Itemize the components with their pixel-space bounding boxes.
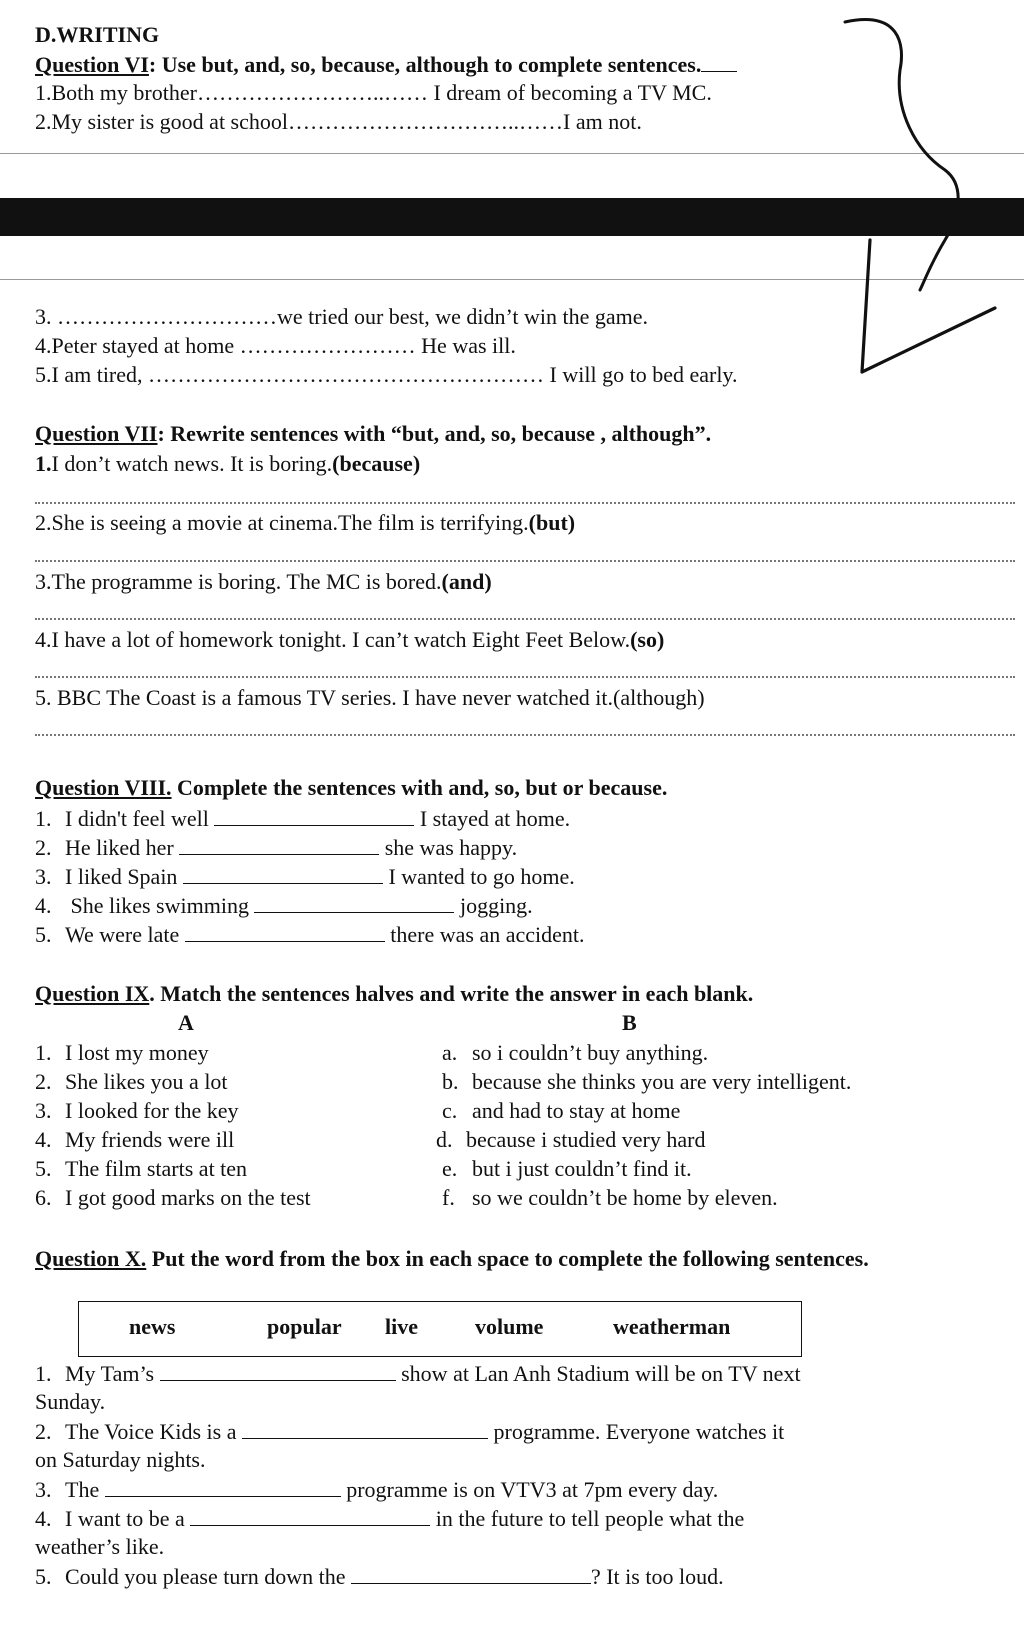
q8-item-2-post: she was happy. <box>384 835 518 860</box>
q10-item-4 <box>35 1505 744 1532</box>
q8-item-5 <box>35 921 585 948</box>
q10-label: Question X. <box>35 1246 147 1271</box>
q8-item-1-num: 1. <box>35 806 52 831</box>
q6-item-2-dots[interactable]: …………………………..…… <box>288 109 563 134</box>
q6-instruction: : Use but, and, so, because, although to complete sentences. <box>148 52 702 77</box>
q8-item-1 <box>35 805 570 832</box>
q6-item-1-post: I dream of becoming a TV MC. <box>427 80 712 105</box>
q10-item-5-pre: Could you please turn down the <box>65 1564 346 1589</box>
q6-item-2-post: I am not. <box>563 109 642 134</box>
q10-item-5-num: 5. <box>35 1564 52 1589</box>
q7-item-2-hint: (but) <box>528 510 576 535</box>
word-box-volume: volume <box>475 1314 544 1339</box>
q7-item-1-text: I don’t watch news. It is boring. <box>51 451 333 476</box>
q10-item-2-blank[interactable] <box>242 1418 488 1439</box>
q9-b-a-text: so i couldn’t buy anything. <box>472 1040 709 1065</box>
q9-b-b-text: because she thinks you are very intelligent. <box>472 1069 852 1094</box>
q7-answer-line-1[interactable] <box>35 502 1015 504</box>
q10-item-4-num: 4. <box>35 1506 52 1531</box>
q8-label: Question VIII. <box>35 775 172 800</box>
q9-b-b <box>442 1069 851 1095</box>
word-box-popular: popular <box>267 1314 342 1339</box>
q10-item-5-post: ? It is too loud. <box>590 1564 724 1589</box>
q8-item-2-blank[interactable] <box>179 834 379 855</box>
q9-a-1-text: I lost my money <box>65 1040 209 1065</box>
q6-item-4-pre: 4.Peter stayed at home <box>35 333 240 358</box>
q9-a-5-num: 5. <box>35 1156 52 1181</box>
q10-item-1-post: show at Lan Anh Stadium will be on TV next <box>401 1361 801 1386</box>
q8-item-2-pre: He liked her <box>65 835 174 860</box>
q10-item-1-num: 1. <box>35 1361 52 1386</box>
q10-item-1 <box>35 1360 801 1387</box>
q10-item-5 <box>35 1563 724 1590</box>
q9-b-f-num: f. <box>442 1185 455 1210</box>
section-title: D.WRITING <box>35 22 160 47</box>
q7-item-4-hint: (so) <box>630 627 665 652</box>
q7-item-3-num: 3. <box>35 569 52 594</box>
q8-item-4-post: jogging. <box>459 893 533 918</box>
q8-item-5-pre: We were late <box>65 922 180 947</box>
q8-heading <box>35 775 667 801</box>
q7-item-3-hint: (and) <box>441 569 492 594</box>
q10-item-4-post: in the future to tell people what the <box>435 1506 745 1531</box>
q7-item-5-text: BBC The Coast is a famous TV series. I have never watched it.(although) <box>57 685 705 710</box>
q9-a-5-text: The film starts at ten <box>65 1156 248 1181</box>
q6-item-1-dots[interactable]: ……………………..…… <box>196 80 428 105</box>
q6-item-4-dots[interactable]: …………………… <box>239 333 416 358</box>
q7-item-1-hint: (because) <box>332 451 421 476</box>
q9-b-a <box>442 1040 708 1066</box>
q6-item-5-post: I will go to bed early. <box>544 362 738 387</box>
q8-item-3-post: I wanted to go home. <box>388 864 575 889</box>
q8-item-4 <box>35 892 533 919</box>
q10-item-3-num: 3. <box>35 1477 52 1502</box>
q10-item-3-pre: The <box>65 1477 100 1502</box>
q8-item-1-blank[interactable] <box>214 805 414 826</box>
q9-b-f-text: so we couldn’t be home by eleven. <box>472 1185 778 1210</box>
q9-col-b-header: B <box>622 1010 637 1035</box>
q10-instruction: Put the word from the box in each space to complete the following sentences. <box>146 1246 869 1271</box>
q9-a-3 <box>35 1098 239 1124</box>
q8-item-1-post: I stayed at home. <box>419 806 571 831</box>
q9-a-4-num: 4. <box>35 1127 52 1152</box>
q9-a-6-text: I got good marks on the test <box>65 1185 311 1210</box>
q8-item-5-blank[interactable] <box>185 921 385 942</box>
q6-label: Question VI <box>35 52 149 77</box>
q7-answer-line-3[interactable] <box>35 618 1015 620</box>
q7-instruction: : Rewrite sentences with “but, and, so, because , although”. <box>157 421 712 446</box>
q10-item-2-post: programme. Everyone watches it <box>493 1419 785 1444</box>
q9-b-e-text: but i just couldn’t find it. <box>472 1156 692 1181</box>
q10-item-4-pre: I want to be a <box>65 1506 185 1531</box>
q9-b-c <box>442 1098 680 1124</box>
q9-b-a-num: a. <box>442 1040 458 1065</box>
q9-col-a-header: A <box>178 1010 194 1035</box>
q10-item-2-pre: The Voice Kids is a <box>65 1419 237 1444</box>
word-box-live: live <box>385 1314 418 1339</box>
q9-a-3-text: I looked for the key <box>65 1098 239 1123</box>
q7-item-2 <box>35 510 575 536</box>
q7-item-4-text: I have a lot of homework tonight. I can’t watch Eight Feet Below. <box>51 627 631 652</box>
q7-item-3 <box>35 569 492 595</box>
q7-item-5-num: 5. <box>35 685 57 710</box>
q9-a-4-text: My friends were ill <box>65 1127 235 1152</box>
q7-answer-line-2[interactable] <box>35 560 1015 562</box>
q10-item-3 <box>35 1476 718 1503</box>
q10-item-1-cont: Sunday. <box>35 1389 106 1414</box>
q6-item-3-pre: 3. <box>35 304 57 329</box>
q7-item-3-text: The programme is boring. The MC is bored. <box>51 569 442 594</box>
q10-item-4-cont: weather’s like. <box>35 1534 165 1559</box>
q7-item-4 <box>35 627 664 653</box>
q8-item-4-num: 4. <box>35 893 52 918</box>
q10-item-2 <box>35 1418 784 1445</box>
q9-heading <box>35 981 753 1007</box>
q9-b-b-num: b. <box>442 1069 459 1094</box>
q9-b-e <box>442 1156 692 1182</box>
q10-item-5-blank[interactable] <box>351 1563 591 1584</box>
q7-item-2-num: 2. <box>35 510 52 535</box>
q7-item-5 <box>35 685 705 711</box>
q8-item-3 <box>35 863 575 890</box>
q10-item-1-blank[interactable] <box>160 1360 396 1381</box>
q10-heading <box>35 1246 869 1272</box>
q8-item-3-blank[interactable] <box>183 863 383 884</box>
q6-item-3-post: we tried our best, we didn’t win the game. <box>277 304 649 329</box>
q9-a-2-num: 2. <box>35 1069 52 1094</box>
q8-item-4-blank[interactable] <box>254 892 454 913</box>
q9-b-f <box>442 1185 778 1211</box>
q8-item-1-pre: I didn't feel well <box>65 806 209 831</box>
q9-b-d <box>436 1127 705 1153</box>
word-box-weatherman: weatherman <box>613 1314 731 1339</box>
q7-item-4-num: 4. <box>35 627 52 652</box>
q7-heading <box>35 421 711 447</box>
q7-label: Question VII <box>35 421 158 446</box>
q6-item-4-post: He was ill. <box>415 333 516 358</box>
q9-a-2 <box>35 1069 228 1095</box>
q9-a-3-num: 3. <box>35 1098 52 1123</box>
q10-item-2-num: 2. <box>35 1419 52 1444</box>
q9-b-d-num: d. <box>436 1127 453 1152</box>
q10-item-3-blank[interactable] <box>105 1476 341 1497</box>
q8-item-3-pre: I liked Spain <box>65 864 178 889</box>
q9-a-5 <box>35 1156 247 1182</box>
q10-item-1-pre: My Tam’s <box>65 1361 155 1386</box>
q9-a-1 <box>35 1040 209 1066</box>
q9-a-4 <box>35 1127 234 1153</box>
q7-item-1-num: 1. <box>35 451 52 476</box>
q6-item-2-pre: 2.My sister is good at school <box>35 109 288 134</box>
q8-item-5-post: there was an accident. <box>390 922 585 947</box>
q8-item-3-num: 3. <box>35 864 52 889</box>
q8-instruction: Complete the sentences with and, so, but or because. <box>171 775 668 800</box>
q9-a-6 <box>35 1185 311 1211</box>
q6-item-5-dots[interactable]: ……………………………………………… <box>148 362 545 387</box>
q7-answer-line-5[interactable] <box>35 734 1015 736</box>
q7-item-2-text: She is seeing a movie at cinema.The film is terrifying. <box>51 510 529 535</box>
q10-item-2-cont: on Saturday nights. <box>35 1447 206 1472</box>
q8-item-2 <box>35 834 517 861</box>
q9-b-d-text: because i studied very hard <box>466 1127 706 1152</box>
q10-item-3-post: programme is on VTV3 at 7pm every day. <box>346 1477 719 1502</box>
q7-answer-line-4[interactable] <box>35 676 1015 678</box>
q8-item-5-num: 5. <box>35 922 52 947</box>
q9-a-2-text: She likes you a lot <box>65 1069 228 1094</box>
q10-item-4-blank[interactable] <box>190 1505 430 1526</box>
q6-item-5-pre: 5.I am tired, <box>35 362 149 387</box>
q8-item-4-pre: She likes swimming <box>65 893 249 918</box>
q8-item-2-num: 2. <box>35 835 52 860</box>
word-box <box>78 1301 802 1357</box>
q9-a-6-num: 6. <box>35 1185 52 1210</box>
q9-b-e-num: e. <box>442 1156 458 1181</box>
q9-label: Question IX <box>35 981 150 1006</box>
q6-item-1-pre: 1.Both my brother <box>35 80 197 105</box>
q7-item-1 <box>35 451 420 477</box>
q9-b-c-num: c. <box>442 1098 458 1123</box>
q6-item-3-dots[interactable]: ………………………… <box>57 304 277 329</box>
word-box-news: news <box>129 1314 176 1339</box>
q9-instruction: . Match the sentences halves and write the answer in each blank. <box>149 981 754 1006</box>
q9-b-c-text: and had to stay at home <box>472 1098 681 1123</box>
q9-a-1-num: 1. <box>35 1040 52 1065</box>
